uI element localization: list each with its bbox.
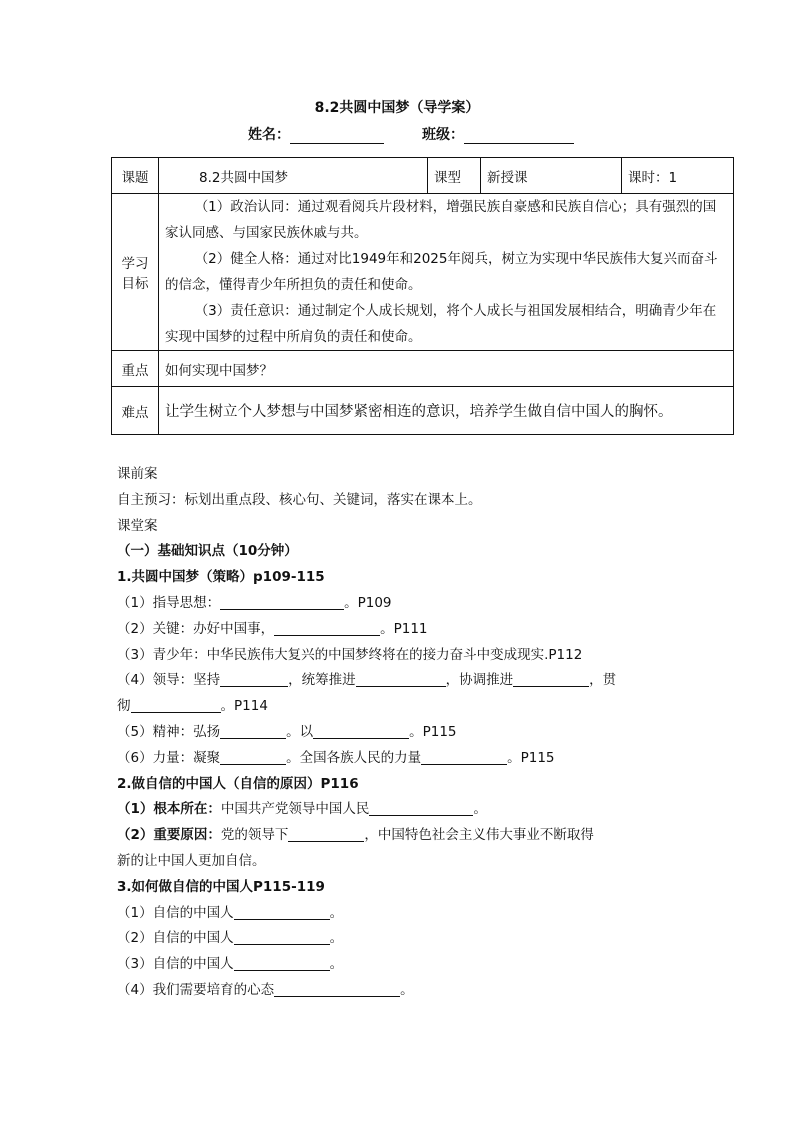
answer-blank[interactable]	[220, 671, 288, 687]
answer-blank[interactable]	[313, 723, 409, 739]
section-heading: （一）基础知识点（10分钟）	[117, 543, 298, 560]
question-label: （1）根本所在：	[117, 801, 221, 818]
answer-blank[interactable]	[234, 929, 330, 945]
question-text: （5）精神：弘扬	[117, 723, 221, 740]
question-text: （1）自信的中国人	[117, 904, 234, 921]
goal-item: （2）健全人格：通过对比1949年和2025年阅兵，树立为实现中华民族伟大复兴而奋斗的信念，懂得青少年所担负的责任和使命。	[165, 251, 718, 293]
question-text: 。P109	[344, 594, 392, 611]
goals-label	[112, 194, 159, 351]
answer-blank[interactable]	[274, 620, 380, 636]
question-line: 新的让中国人更加自信。	[117, 852, 266, 869]
question-line	[117, 978, 737, 1004]
question-text: （2）关键：办好中国事，	[117, 620, 275, 637]
question-line	[117, 694, 737, 720]
answer-blank[interactable]	[220, 723, 286, 739]
answer-blank[interactable]	[131, 697, 221, 713]
question-line	[117, 926, 737, 952]
question-text: （6）力量：凝聚	[117, 749, 221, 766]
question-text: 彻	[117, 698, 131, 715]
difficult-point-value: 让学生树立个人梦想与中国梦紧密相连的意识，培养学生做自信中国人的胸怀。	[159, 387, 734, 435]
name-class-row	[248, 124, 574, 144]
name-label: 姓名：	[248, 127, 290, 143]
answer-blank[interactable]	[220, 594, 344, 610]
type-label: 课型	[428, 158, 481, 194]
question-line	[117, 720, 737, 746]
answer-blank[interactable]	[288, 826, 364, 842]
question-text: 。以	[286, 723, 314, 740]
type-value: 新授课	[481, 158, 622, 194]
question-text: 。P115	[409, 723, 457, 740]
lesson-info-table	[111, 157, 734, 435]
question-line	[117, 591, 737, 617]
class-blank[interactable]	[464, 127, 574, 144]
answer-blank[interactable]	[421, 749, 507, 765]
question-text: ，统筹推进	[288, 672, 356, 689]
name-blank[interactable]	[290, 127, 384, 144]
question-text: 。	[400, 981, 414, 998]
goals-label-line1: 学习	[121, 256, 149, 272]
goal-item: （3）责任意识：通过制定个人成长规划，将个人成长与祖国发展相结合，明确青少年在实现中国梦的过程中所肩负的责任和使命。	[165, 303, 717, 345]
question-text: 。	[329, 904, 344, 921]
question-line	[117, 797, 737, 823]
page-title: 8.2共圆中国梦（导学案）	[314, 100, 480, 116]
question-text: 。P114	[220, 698, 268, 715]
question-line	[117, 901, 737, 927]
key-point-value: 如何实现中国梦？	[159, 351, 734, 387]
question-line: （3）青少年：中华民族伟大复兴的中国梦终将在的接力奋斗中变成现实.P112	[117, 646, 583, 663]
topic-value: 8.2共圆中国梦	[159, 158, 428, 194]
question-text: 。	[473, 801, 487, 818]
goals-label-line2: 目标	[121, 276, 149, 292]
question-text: （1）指导思想：	[117, 594, 221, 611]
question-text: ，协调推进	[445, 672, 514, 689]
question-text: 党的领导下	[220, 827, 289, 844]
topic-heading-1: 1.共圆中国梦（策略）p109-115	[117, 569, 325, 586]
topic-heading-2: 2.做自信的中国人（自信的原因）P116	[117, 775, 359, 792]
goals-content	[159, 194, 734, 351]
question-text: （2）自信的中国人	[117, 930, 234, 947]
answer-blank[interactable]	[513, 671, 589, 687]
question-line	[117, 823, 737, 849]
question-text: （4）领导：坚持	[117, 672, 221, 689]
question-text: ，贯	[589, 672, 617, 689]
question-text: 中国共产党领导中国人民	[220, 801, 370, 818]
question-text: 。P111	[380, 620, 428, 637]
topic-heading-3: 3.如何做自信的中国人P115-119	[117, 878, 325, 895]
difficult-point-label: 难点	[112, 387, 159, 435]
key-point-label: 重点	[112, 351, 159, 387]
answer-blank[interactable]	[356, 671, 446, 687]
answer-blank[interactable]	[369, 800, 473, 816]
answer-blank[interactable]	[234, 955, 330, 971]
preview-instruction: 自主预习：标划出重点段、核心句、关键词，落实在课本上。	[117, 491, 482, 508]
question-text: （4）我们需要培育的心态	[117, 981, 275, 998]
question-text: （3）自信的中国人	[117, 956, 234, 973]
answer-blank[interactable]	[220, 749, 286, 765]
question-text: 。	[329, 956, 344, 973]
question-text: 。全国各族人民的力量	[286, 749, 422, 766]
in-class-heading: 课堂案	[117, 517, 158, 534]
question-text: 。P115	[507, 749, 555, 766]
pre-class-heading: 课前案	[117, 466, 158, 482]
question-line	[117, 617, 737, 643]
topic-label: 课题	[112, 158, 159, 194]
question-label: （2）重要原因：	[117, 827, 221, 844]
class-label: 班级：	[422, 127, 464, 143]
answer-blank[interactable]	[234, 904, 330, 920]
answer-blank[interactable]	[274, 981, 400, 997]
worksheet-body	[117, 462, 737, 1004]
question-text: 。	[329, 930, 344, 947]
question-line	[117, 746, 737, 772]
hours-value: 课时：1	[622, 158, 734, 194]
question-line	[117, 952, 737, 978]
question-line	[117, 668, 737, 694]
goal-item: （1）政治认同：通过观看阅兵片段材料，增强民族自豪感和民族自信心；具有强烈的国家认同感、与国家民族休戚与共。	[165, 199, 717, 241]
question-text: ，中国特色社会主义伟大事业不断取得	[364, 827, 594, 844]
